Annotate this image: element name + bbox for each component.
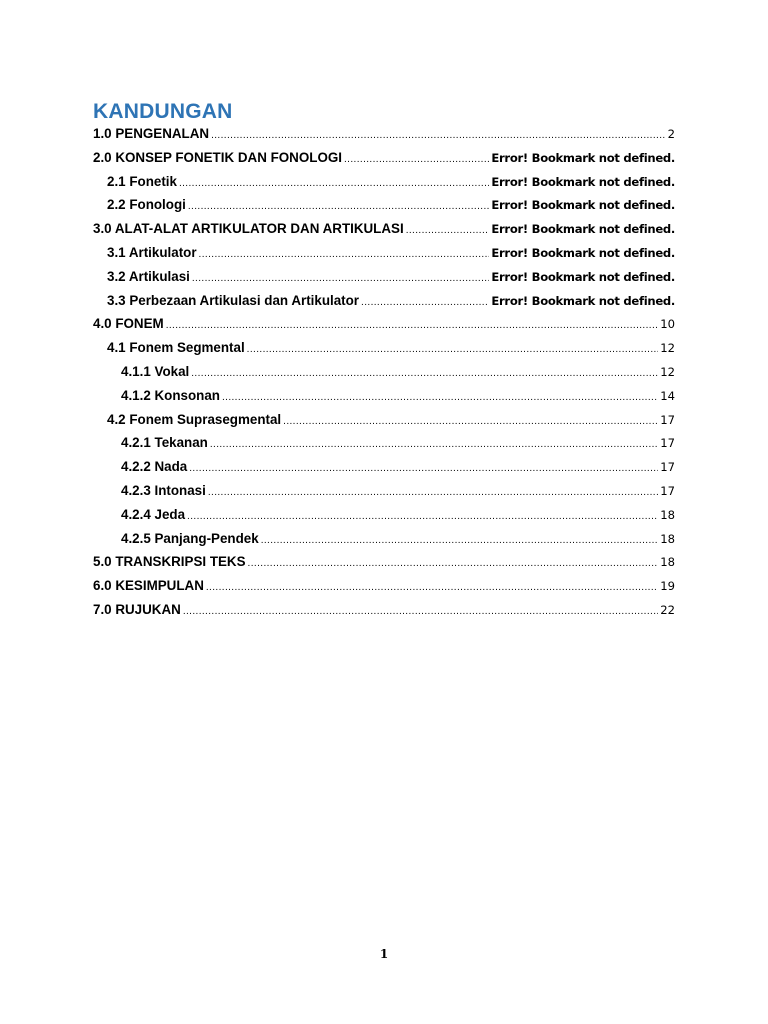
toc-entry-page-ref[interactable]: 2 bbox=[667, 127, 675, 141]
toc-entry-label[interactable]: 1.0 PENGENALAN bbox=[93, 126, 210, 141]
toc-entry[interactable] bbox=[93, 170, 675, 194]
toc-entry-label[interactable]: 7.0 RUJUKAN bbox=[93, 601, 181, 617]
page-number: 1 bbox=[379, 947, 389, 961]
toc-entry-page-ref[interactable]: Error! Bookmark not defined. bbox=[491, 150, 675, 165]
toc-entry-page-ref[interactable]: 18 bbox=[660, 531, 675, 546]
dot-leader bbox=[222, 392, 658, 404]
toc-entry[interactable] bbox=[93, 241, 675, 265]
toc-entry-page-ref[interactable]: 17 bbox=[660, 483, 675, 498]
toc-entry-page-ref[interactable]: 12 bbox=[660, 341, 675, 356]
toc-entry[interactable] bbox=[93, 360, 675, 384]
toc-entry-page-ref[interactable]: Error! Bookmark not defined. bbox=[491, 269, 675, 284]
toc-entry[interactable] bbox=[93, 265, 675, 289]
toc-entry[interactable] bbox=[93, 146, 675, 170]
toc-entry-label[interactable]: 4.2.3 Intonasi bbox=[121, 482, 206, 498]
toc-entry[interactable] bbox=[93, 193, 675, 217]
toc-entry-label[interactable]: 4.2.1 Tekanan bbox=[121, 435, 208, 451]
toc-entry[interactable] bbox=[93, 479, 675, 503]
dot-leader bbox=[166, 320, 659, 332]
toc-heading: KANDUNGAN bbox=[93, 100, 233, 123]
toc-entry[interactable] bbox=[93, 527, 675, 551]
toc-entry[interactable] bbox=[93, 122, 675, 146]
toc-entry-label[interactable]: 3.1 Artikulator bbox=[107, 244, 197, 260]
toc-entry-page-ref[interactable]: Error! Bookmark not defined. bbox=[491, 198, 675, 213]
toc-entry-label[interactable]: 4.1.2 Konsonan bbox=[121, 387, 220, 403]
toc-entry-label[interactable]: 3.0 ALAT-ALAT ARTIKULATOR DAN ARTIKULASI bbox=[93, 221, 404, 237]
toc-entry-label[interactable]: 4.1.1 Vokal bbox=[121, 363, 190, 379]
toc-entry[interactable] bbox=[93, 598, 675, 622]
toc-entry-page-ref[interactable]: 14 bbox=[660, 388, 675, 403]
toc-entry-label[interactable]: 6.0 KESIMPULAN bbox=[93, 578, 204, 594]
toc-entry-page-ref[interactable]: Error! Bookmark not defined. bbox=[491, 293, 675, 308]
toc-entry-label[interactable]: 2.0 KONSEP FONETIK DAN FONOLOGI bbox=[93, 149, 342, 165]
toc-entry-label[interactable]: 4.2.5 Panjang-Pendek bbox=[121, 530, 259, 546]
toc-entry-page-ref[interactable]: 17 bbox=[660, 460, 675, 475]
dot-leader bbox=[179, 178, 489, 190]
dot-leader bbox=[188, 201, 490, 213]
dot-leader bbox=[261, 535, 659, 547]
toc-entry-label[interactable]: 4.2.2 Nada bbox=[121, 459, 188, 475]
dot-leader bbox=[192, 273, 490, 285]
toc-entry-page-ref[interactable]: 22 bbox=[660, 602, 675, 617]
dot-leader bbox=[344, 154, 489, 166]
dot-leader bbox=[183, 606, 658, 618]
dot-leader bbox=[199, 249, 490, 261]
toc-entry-page-ref[interactable]: 17 bbox=[660, 412, 675, 427]
toc-entry[interactable] bbox=[93, 289, 675, 313]
toc-entry-page-ref[interactable]: Error! Bookmark not defined. bbox=[491, 174, 675, 189]
dot-leader bbox=[247, 344, 659, 356]
toc-entry[interactable] bbox=[93, 455, 675, 479]
toc-entry-label[interactable]: 3.2 Artikulasi bbox=[107, 268, 190, 284]
dot-leader bbox=[211, 130, 666, 142]
toc-entry-label[interactable]: 5.0 TRANSKRIPSI TEKS bbox=[93, 554, 246, 570]
dot-leader bbox=[187, 511, 658, 523]
dot-leader bbox=[248, 558, 659, 570]
toc-entry-label[interactable]: 2.2 Fonologi bbox=[107, 197, 186, 213]
toc-entry[interactable] bbox=[93, 431, 675, 455]
dot-leader bbox=[191, 368, 658, 380]
toc-entry[interactable] bbox=[93, 312, 675, 336]
toc-entry-label[interactable]: 4.2.4 Jeda bbox=[121, 506, 186, 522]
dot-leader bbox=[406, 225, 490, 237]
toc-entry-page-ref[interactable]: 19 bbox=[660, 579, 675, 594]
toc-entry[interactable] bbox=[93, 408, 675, 432]
toc-entry-label[interactable]: 4.1 Fonem Segmental bbox=[107, 340, 245, 356]
toc-entry[interactable] bbox=[93, 503, 675, 527]
toc-entry[interactable] bbox=[93, 550, 675, 574]
toc-entry[interactable] bbox=[93, 574, 675, 598]
toc-entry-page-ref[interactable]: 12 bbox=[660, 364, 675, 379]
toc-entry[interactable] bbox=[93, 217, 675, 241]
dot-leader bbox=[208, 487, 658, 499]
dot-leader bbox=[361, 297, 489, 309]
dot-leader bbox=[210, 439, 658, 451]
dot-leader bbox=[283, 416, 658, 428]
table-of-contents bbox=[93, 122, 675, 622]
toc-entry-page-ref[interactable]: 18 bbox=[660, 555, 675, 570]
toc-entry-label[interactable]: 4.2 Fonem Suprasegmental bbox=[107, 411, 282, 427]
toc-entry-page-ref[interactable]: 18 bbox=[660, 507, 675, 522]
toc-entry-label[interactable]: 3.3 Perbezaan Artikulasi dan Artikulator bbox=[107, 292, 360, 308]
toc-entry-label[interactable]: 4.0 FONEM bbox=[93, 316, 164, 332]
toc-entry-page-ref[interactable]: Error! Bookmark not defined. bbox=[491, 222, 675, 237]
toc-entry[interactable] bbox=[93, 384, 675, 408]
toc-entry-page-ref[interactable]: 17 bbox=[660, 436, 675, 451]
toc-entry-page-ref[interactable]: 10 bbox=[660, 317, 675, 332]
dot-leader bbox=[206, 582, 658, 594]
toc-entry-page-ref[interactable]: Error! Bookmark not defined. bbox=[491, 245, 675, 260]
toc-entry-label[interactable]: 2.1 Fonetik bbox=[107, 173, 177, 189]
toc-entry[interactable] bbox=[93, 336, 675, 360]
dot-leader bbox=[189, 463, 658, 475]
